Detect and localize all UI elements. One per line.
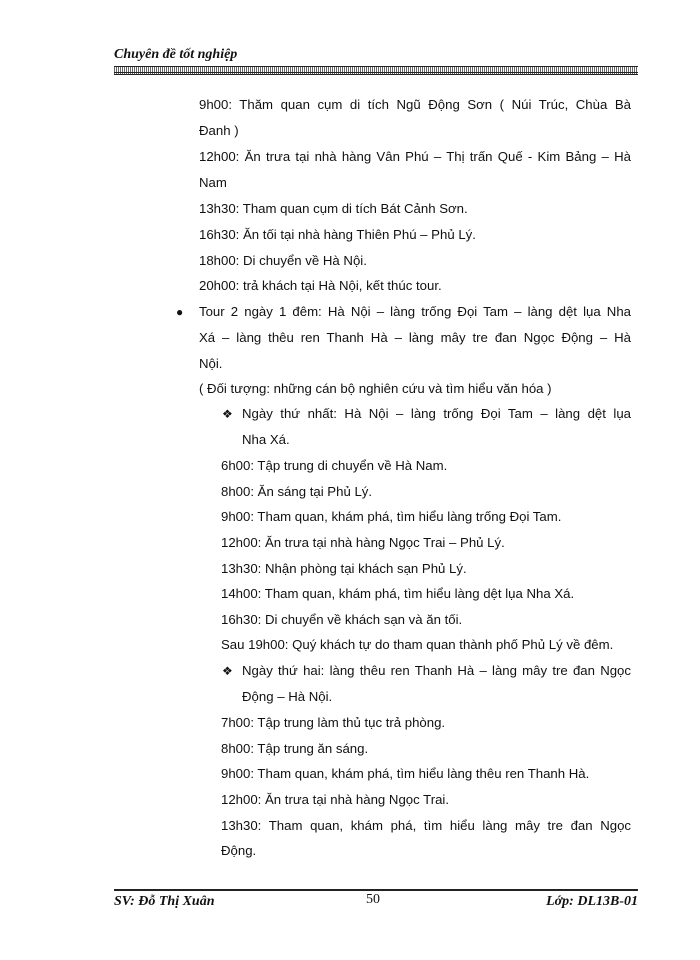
page-number: 50 — [366, 892, 380, 907]
text-line: 9h00: Tham quan, khám phá, tìm hiểu làng trống Đọi Tam. — [221, 509, 562, 524]
text-line: 7h00: Tập trung làm thủ tục trả phòng. — [221, 715, 446, 730]
text-line: Ngày thứ nhất: Hà Nội – làng trống Đọi Tam – làng dệt lụa — [242, 406, 631, 421]
text-line: Nội. — [199, 356, 223, 371]
text-line: 9h00: Thăm quan cụm di tích Ngũ Động Sơn ( Núi Trúc, Chùa Bà — [199, 97, 631, 112]
text-line: Sau 19h00: Quý khách tự do tham quan thành phố Phủ Lý về đêm. — [221, 637, 614, 652]
text-line: Động – Hà Nội. — [242, 689, 333, 704]
footer-rule — [114, 889, 638, 891]
text-line: 8h00: Tập trung ăn sáng. — [221, 741, 369, 756]
text-line: 6h00: Tập trung di chuyển về Hà Nam. — [221, 458, 448, 473]
page-header-title: Chuyên đề tốt nghiệp — [114, 47, 238, 62]
text-line: Tour 2 ngày 1 đêm: Hà Nội – làng trống Đọi Tam – làng dệt lụa Nha — [199, 304, 631, 319]
diamond-bullet-icon: ❖ — [222, 407, 233, 421]
text-line: 12h00: Ăn trưa tại nhà hàng Ngọc Trai. — [221, 792, 450, 807]
text-line: 18h00: Di chuyển về Hà Nội. — [199, 253, 367, 268]
text-line: 12h00: Ăn trưa tại nhà hàng Vân Phú – Thị trấn Quế - Kim Bảng – Hà — [199, 149, 631, 164]
text-line: 13h30: Tham quan cụm di tích Bát Cảnh Sơn. — [199, 201, 468, 216]
diamond-bullet-icon: ❖ — [222, 664, 233, 678]
bullet-icon: ● — [176, 305, 184, 319]
text-line: 13h30: Tham quan, khám phá, tìm hiểu làng mây tre đan Ngọc — [221, 818, 631, 833]
text-line: 13h30: Nhận phòng tại khách sạn Phủ Lý. — [221, 561, 467, 576]
text-line: Ngày thứ hai: làng thêu ren Thanh Hà – làng mây tre đan Ngọc — [242, 663, 631, 678]
footer-student-name: SV: Đỗ Thị Xuân — [114, 894, 215, 909]
text-line: 14h00: Tham quan, khám phá, tìm hiểu làng dệt lụa Nha Xá. — [221, 586, 575, 601]
footer-class: Lớp: DL13B-01 — [546, 894, 638, 909]
text-line: Nha Xá. — [242, 432, 290, 447]
text-line: 8h00: Ăn sáng tại Phủ Lý. — [221, 484, 373, 499]
text-line: ( Đối tượng: những cán bộ nghiên cứu và tìm hiểu văn hóa ) — [199, 381, 552, 396]
text-line: Động. — [221, 843, 257, 858]
text-line: 16h30: Ăn tối tại nhà hàng Thiên Phú – Phủ Lý. — [199, 227, 476, 242]
text-line: 12h00: Ăn trưa tại nhà hàng Ngọc Trai – Phủ Lý. — [221, 535, 505, 550]
text-line: Nam — [199, 175, 227, 190]
text-line: Xá – làng thêu ren Thanh Hà – làng mây tre đan Ngọc Động – Hà — [199, 330, 631, 345]
text-line: Đanh ) — [199, 123, 239, 138]
text-line: 20h00: trả khách tại Hà Nội, kết thúc tour. — [199, 278, 442, 293]
text-line: 9h00: Tham quan, khám phá, tìm hiểu làng thêu ren Thanh Hà. — [221, 766, 590, 781]
text-line: 16h30: Di chuyển về khách sạn và ăn tối. — [221, 612, 463, 627]
header-rule — [114, 66, 638, 75]
